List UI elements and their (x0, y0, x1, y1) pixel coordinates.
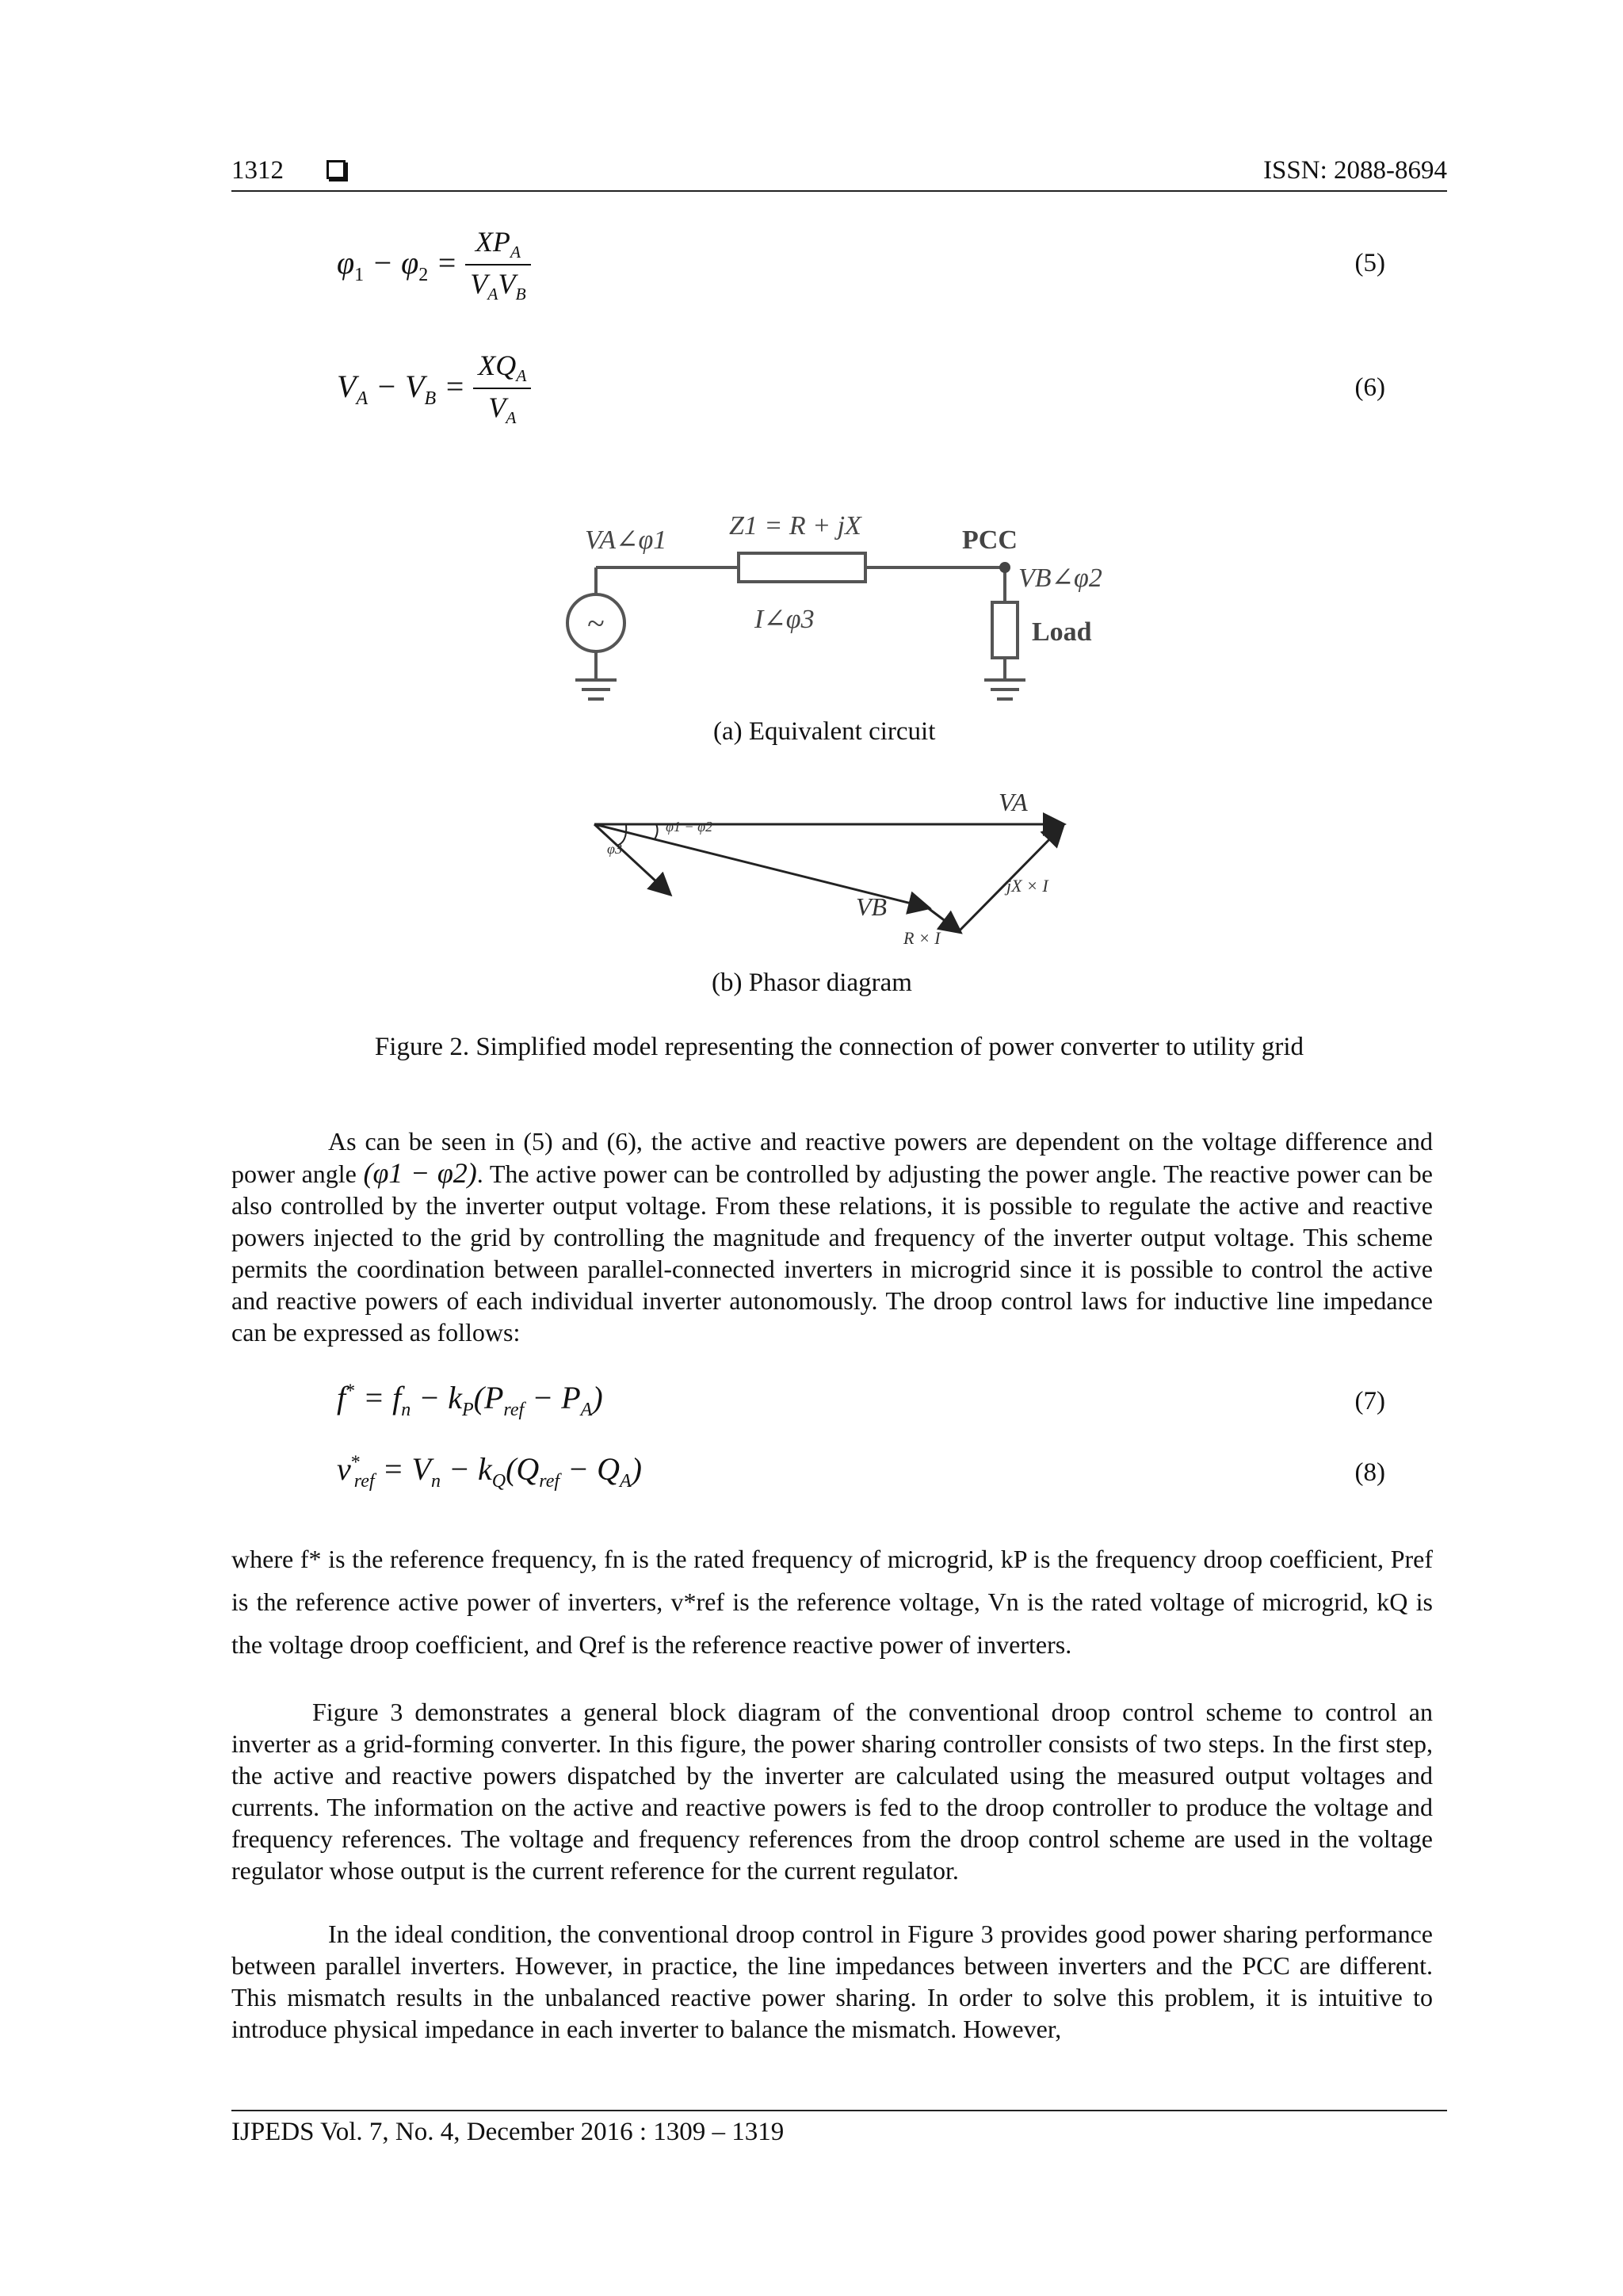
current-label: I∠φ3 (754, 605, 815, 634)
paragraph-2: where f* is the reference frequency, fn is the rated frequency of microgrid, kP is the frequency droop coefficient, Pref is the reference active power of inverters, v*ref is the reference voltage, Vn is the rated voltage of microgrid, kQ is the voltage droop coefficient, and Qref is the reference reactive power of inverters. (231, 1545, 1433, 1659)
load-resistor-icon (992, 602, 1018, 658)
pcc-label: PCC (962, 525, 1018, 555)
page-number: 1312 (231, 156, 284, 185)
subcaption-b: (b) Phasor diagram (712, 968, 912, 997)
paragraph-1-text-b: . The active power can be controlled by adjusting the power angle. The reactive power can be also controlled by the inverter output voltage. From these relations, it is possible to regulate the active and reactive powers injected to the grid by controlling the magnitude and frequency of the inverter output voltage. This scheme permits the coordination between parallel-connected inverters in microgrid since it is possible to control the active and reactive powers of each individual inverter autonomously. The droop control laws for inductive line impedance can be expressed as follows: (231, 1159, 1434, 1347)
footer-rule (231, 2110, 1447, 2111)
equation-6: $V_A - V_B$ = $\frac{XQ_A}{V_A}$ (337, 349, 531, 428)
angle3-label: φ3 (607, 841, 622, 857)
equation-8: $v^*_{ref} = V_n - k_Q(Q_{ref} - Q_A)$ (337, 1451, 642, 1492)
issn-label: ISSN: 2088-8694 (1263, 156, 1447, 185)
equation-7-number: (7) (1354, 1387, 1385, 1415)
footer-citation: IJPEDS Vol. 7, No. 4, December 2016 : 1309 – 1319 (231, 2118, 785, 2146)
paragraph-1-text-a: As can be seen in (5) and (6), the active and reactive powers are dependent on the voltage difference and power angle (231, 1127, 1433, 1188)
equation-8-number: (8) (1354, 1458, 1385, 1487)
header-rule (231, 190, 1447, 192)
va-label: VA (999, 788, 1028, 816)
pcc-node-dot (999, 562, 1010, 573)
impedance-label: Z1 = R + jX (729, 511, 861, 541)
vb-label: VB (856, 892, 888, 921)
jxi-label: jX × I (1006, 876, 1048, 896)
angle12-label: φ1 − φ2 (666, 819, 713, 835)
header-square-icon (327, 160, 346, 179)
paragraph-3: Figure 3 demonstrates a general block diagram of the conventional droop control scheme to control an inverter as a grid-forming converter. In this figure, the power sharing controller consists of two steps. In the first step, the active and reactive powers dispatched by the inverter are calculated using the measured output voltages and currents. The information on the active and reactive powers is fed to the droop controller to produce the voltage and frequency references. The voltage and frequency references from the droop control scheme are used in the voltage regulator whose output is the current reference for the current regulator. (231, 1698, 1433, 1885)
phasor-diagram (586, 773, 1078, 963)
load-label: Load (1032, 617, 1092, 647)
figure-2-caption: Figure 2. Simplified model representing the connection of power converter to utility grid (374, 1033, 1304, 1061)
source-voltage-label: VA∠φ1 (585, 525, 667, 555)
ac-source-symbol: ~ (587, 606, 605, 641)
ground-symbol-load (984, 680, 1025, 699)
power-angle-math: (φ1 − φ2) (363, 1157, 477, 1189)
subcaption-a: (a) Equivalent circuit (713, 717, 936, 746)
pcc-voltage-label: VB∠φ2 (1018, 563, 1102, 593)
angle-arc-12 (655, 824, 658, 839)
equation-5: $\varphi_1 - \varphi_2$ = $\frac{XP_A}{V_AV_B}$ (337, 225, 531, 304)
ri-label: R × I (903, 928, 941, 948)
impedance-resistor-icon (739, 553, 865, 582)
paragraph-1 (231, 1125, 1433, 1348)
equation-5-number: (5) (1354, 249, 1385, 277)
equation-7: $f^* = f_n - k_P(P_{ref} - P_A)$ (337, 1380, 603, 1420)
equivalent-circuit-diagram (547, 507, 1133, 729)
paragraph-4: In the ideal condition, the conventional droop control in Figure 3 provides good power sharing performance between parallel inverters. However, in practice, the line impedances between inverters and the PCC are different. This mismatch results in the unbalanced reactive power sharing. In order to solve this problem, it is intuitive to introduce physical impedance in each inverter to balance the mismatch. However, (231, 1920, 1433, 2043)
equation-6-number: (6) (1354, 373, 1385, 402)
ground-symbol-source (575, 680, 617, 699)
